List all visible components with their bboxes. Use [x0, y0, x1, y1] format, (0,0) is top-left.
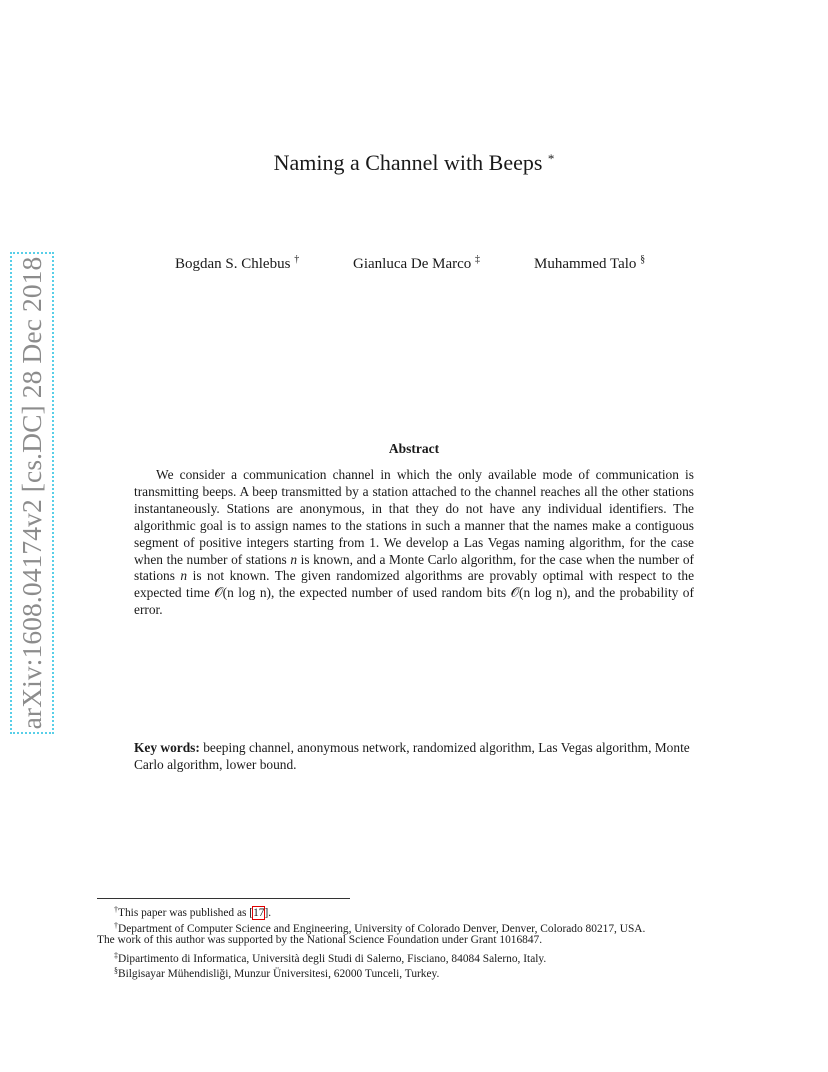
- author-name: Gianluca De Marco: [353, 256, 472, 272]
- footnote-affiliation-3: §Bilgisayar Mühendisliği, Munzur Üniversitesi, 62000 Tunceli, Turkey.: [114, 966, 440, 980]
- keywords-label: Key words:: [134, 740, 200, 755]
- footnote-affiliation-1: †Department of Computer Science and Engineering, University of Colorado Denver, Denver, Colorado 80217, USA.: [114, 921, 646, 935]
- citation-link[interactable]: 17: [253, 907, 265, 919]
- abstract-body: We consider a communication channel in which the only available mode of communication is transmitting beeps. A beep transmitted by a station attached to the channel reaches all the other stations instantaneously. Stations are anonymous, in that they do not have any individual identifiers. The algorithmic goal is to assign names to the stations in such a manner that the names make a contiguous segment of positive integers starting from 1. We develop a Las Vegas naming algorithm, for the case when the number of stations n is known, and a Monte Carlo algorithm, for the case when the number of stations n is not known. The given randomized algorithms are provably optimal with respect to the expected time 𝒪(n log n), the expected number of used random bits 𝒪(n log n), and the probability of error.: [134, 467, 695, 618]
- title-footnote-mark: *: [547, 151, 555, 166]
- arxiv-sidebar-stamp[interactable]: [10, 252, 54, 734]
- math-n: n: [290, 551, 298, 567]
- author-3: [534, 254, 645, 273]
- footnote-affiliation-2: ‡Dipartimento di Informatica, Università degli Studi di Salerno, Fisciano, 84084 Salerno, Italy.: [114, 951, 547, 965]
- keywords-text: beeping channel, anonymous network, randomized algorithm, Las Vegas algorithm, Monte Carlo algorithm, lower bound.: [134, 740, 690, 772]
- math-n: n: [180, 568, 188, 584]
- keywords: [134, 739, 699, 773]
- author-mark: ‡: [475, 254, 481, 265]
- paper-title: [0, 150, 828, 176]
- footnote-grant: The work of this author was supported by the National Science Foundation under Grant 1016847.: [97, 934, 543, 946]
- abstract-heading: Abstract: [388, 441, 440, 456]
- author-mark: †: [294, 254, 300, 265]
- author-name: Muhammed Talo: [534, 256, 637, 272]
- author-1: [175, 254, 299, 273]
- title-text: Naming a Channel with Beeps: [273, 150, 543, 175]
- author-2: [353, 254, 480, 273]
- arxiv-identifier: arXiv:1608.04174v2 [cs.DC] 28 Dec 2018: [16, 256, 47, 730]
- author-name: Bogdan S. Chlebus: [175, 256, 291, 272]
- footnote-published: †This paper was published as [17].: [114, 905, 272, 919]
- math-big-o-time: 𝒪(n log n): [214, 585, 271, 601]
- footnote-divider: [97, 898, 350, 899]
- author-mark: §: [640, 254, 646, 265]
- math-big-o-bits: 𝒪(n log n): [510, 585, 568, 601]
